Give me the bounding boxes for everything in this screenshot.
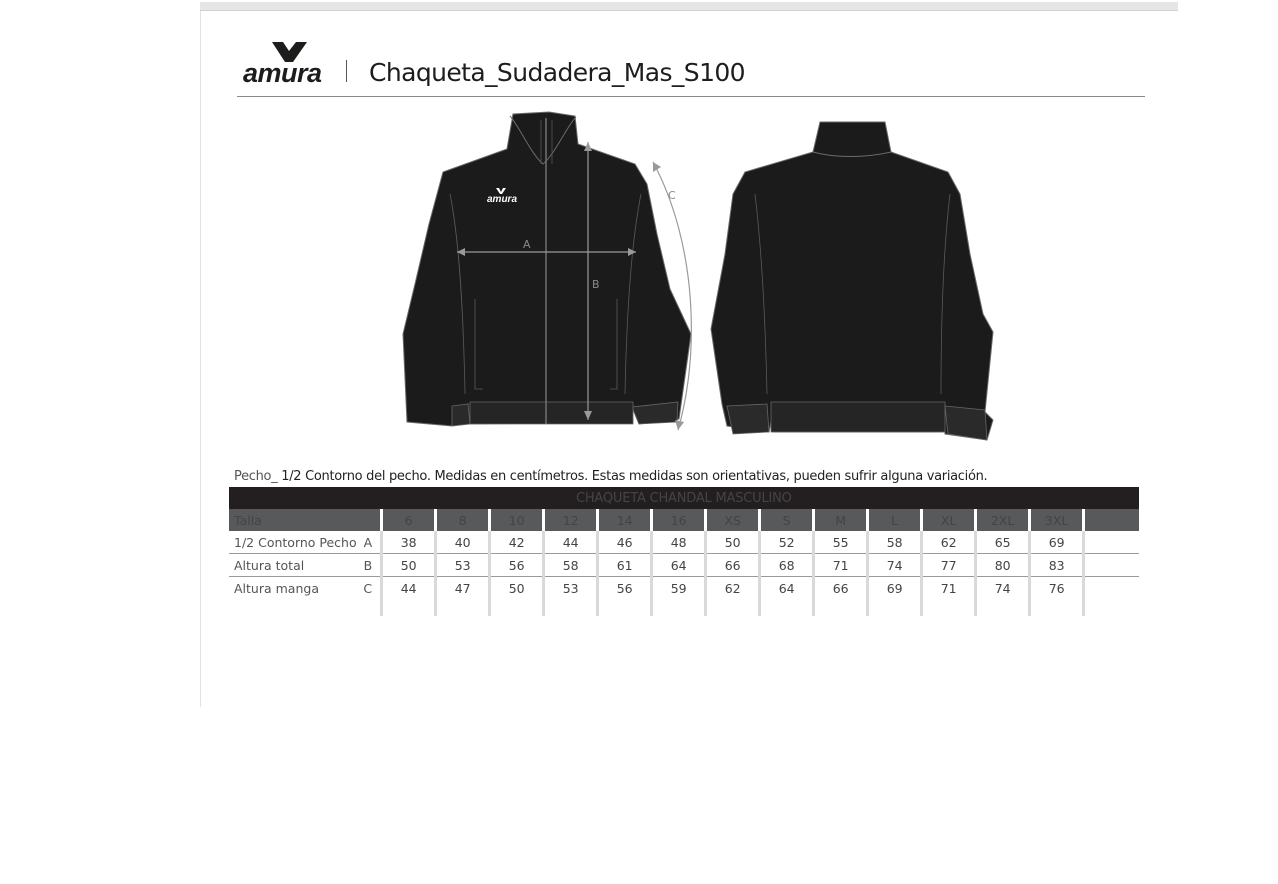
row-code: A bbox=[357, 531, 382, 554]
table-cell-empty bbox=[1084, 531, 1139, 554]
size-table bbox=[229, 487, 1139, 616]
table-cell: 42 bbox=[490, 531, 544, 554]
title-divider bbox=[237, 96, 1145, 97]
front-logo-text: amura bbox=[487, 194, 518, 205]
row-label: Altura total bbox=[229, 554, 357, 577]
jacket-diagram bbox=[395, 104, 1005, 444]
size-header: XL bbox=[922, 509, 976, 531]
table-cell: 83 bbox=[1030, 554, 1084, 577]
table-header-row bbox=[229, 509, 1139, 531]
table-cell: 50 bbox=[706, 531, 760, 554]
size-header: 3XL bbox=[1030, 509, 1084, 531]
table-cell: 56 bbox=[490, 554, 544, 577]
table-group-header bbox=[229, 487, 1139, 509]
table-cell-empty bbox=[1084, 554, 1139, 577]
size-header: S bbox=[760, 509, 814, 531]
logo-separator bbox=[346, 60, 347, 82]
table-cell: 69 bbox=[1030, 531, 1084, 554]
table-cell: 56 bbox=[598, 577, 652, 617]
measure-label-a: A bbox=[523, 238, 531, 251]
table-cell: 64 bbox=[760, 577, 814, 617]
table-cell: 64 bbox=[652, 554, 706, 577]
measure-label-c: C bbox=[668, 189, 676, 202]
table-row bbox=[229, 531, 1139, 554]
table-cell: 55 bbox=[814, 531, 868, 554]
table-cell: 61 bbox=[598, 554, 652, 577]
size-header: 12 bbox=[544, 509, 598, 531]
measurement-note bbox=[234, 469, 987, 484]
table-cell: 76 bbox=[1030, 577, 1084, 617]
table-cell: 50 bbox=[382, 554, 436, 577]
table-group-title: CHAQUETA CHANDAL MASCULINO bbox=[229, 487, 1139, 509]
measure-label-b: B bbox=[592, 278, 600, 291]
logo-wordmark: amura bbox=[243, 58, 322, 88]
table-cell: 50 bbox=[490, 577, 544, 617]
size-header: XS bbox=[706, 509, 760, 531]
size-header: 10 bbox=[490, 509, 544, 531]
table-cell: 71 bbox=[814, 554, 868, 577]
header-label: Talla bbox=[229, 509, 382, 531]
table-cell: 58 bbox=[868, 531, 922, 554]
table-cell: 62 bbox=[706, 577, 760, 617]
table-cell: 80 bbox=[976, 554, 1030, 577]
size-header-empty bbox=[1084, 509, 1139, 531]
table-cell: 44 bbox=[382, 577, 436, 617]
size-header: 14 bbox=[598, 509, 652, 531]
table-cell: 44 bbox=[544, 531, 598, 554]
table-row bbox=[229, 577, 1139, 617]
page-title: Chaqueta_Sudadera_Mas_S100 bbox=[369, 58, 745, 87]
size-header: L bbox=[868, 509, 922, 531]
table-cell: 47 bbox=[436, 577, 490, 617]
table-row bbox=[229, 554, 1139, 577]
amura-logo bbox=[243, 42, 335, 86]
table-cell: 77 bbox=[922, 554, 976, 577]
table-cell: 62 bbox=[922, 531, 976, 554]
note-lead: Pecho_ bbox=[234, 469, 278, 484]
table-cell: 52 bbox=[760, 531, 814, 554]
table-cell: 71 bbox=[922, 577, 976, 617]
table-cell: 58 bbox=[544, 554, 598, 577]
table-cell-empty bbox=[1084, 577, 1139, 617]
row-label: Altura manga bbox=[234, 581, 319, 596]
row-code: B bbox=[357, 554, 382, 577]
table-cell: 74 bbox=[976, 577, 1030, 617]
size-header: M bbox=[814, 509, 868, 531]
table-cell: 66 bbox=[706, 554, 760, 577]
table-cell: 40 bbox=[436, 531, 490, 554]
jacket-front bbox=[403, 112, 691, 430]
table-cell: 53 bbox=[544, 577, 598, 617]
size-header: 6 bbox=[382, 509, 436, 531]
jacket-back bbox=[711, 122, 993, 440]
size-header: 16 bbox=[652, 509, 706, 531]
note-text: 1/2 Contorno del pecho. Medidas en centímetros. Estas medidas son orientativas, pueden sufrir alguna variación. bbox=[277, 469, 988, 484]
table-cell: 65 bbox=[976, 531, 1030, 554]
table-cell: 59 bbox=[652, 577, 706, 617]
table-cell: 53 bbox=[436, 554, 490, 577]
table-cell: 38 bbox=[382, 531, 436, 554]
row-label: 1/2 Contorno Pecho bbox=[229, 531, 357, 554]
table-cell: 46 bbox=[598, 531, 652, 554]
table-cell: 69 bbox=[868, 577, 922, 617]
table-cell: 66 bbox=[814, 577, 868, 617]
table-cell: 68 bbox=[760, 554, 814, 577]
table-cell: 74 bbox=[868, 554, 922, 577]
size-header: 8 bbox=[436, 509, 490, 531]
row-code: C bbox=[363, 581, 373, 596]
table-cell: 48 bbox=[652, 531, 706, 554]
viewer-top-bar bbox=[200, 2, 1178, 11]
size-header: 2XL bbox=[976, 509, 1030, 531]
